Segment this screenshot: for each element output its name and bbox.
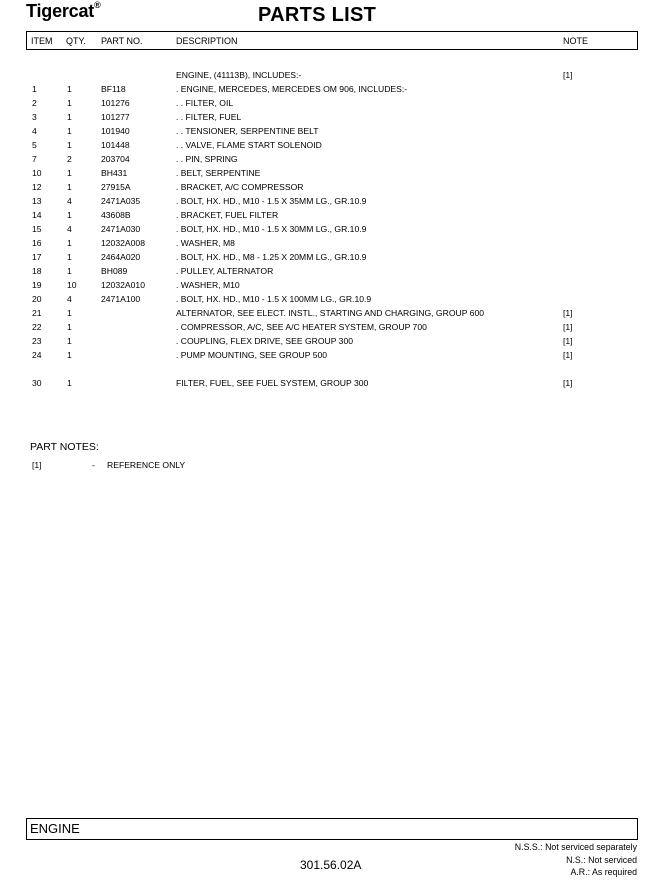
row-part-no: 101277 (101, 112, 130, 122)
row-item: 17 (32, 252, 42, 262)
row-qty: 1 (67, 336, 72, 346)
row-qty: 4 (67, 224, 72, 234)
header-qty: QTY. (66, 36, 86, 46)
row-description: . BRACKET, A/C COMPRESSOR (176, 182, 304, 192)
row-item: 18 (32, 266, 42, 276)
header-part-no: PART NO. (101, 36, 143, 46)
row-item: 3 (32, 112, 37, 122)
brand-logo (26, 1, 101, 22)
row-description: . . TENSIONER, SERPENTINE BELT (176, 126, 319, 136)
row-part-no: 2471A100 (101, 294, 141, 304)
row-note: [1] (563, 70, 573, 80)
row-part-no: 2471A030 (101, 224, 141, 234)
header-description: DESCRIPTION (176, 36, 238, 46)
row-description: . BELT, SERPENTINE (176, 168, 261, 178)
row-item: 24 (32, 350, 42, 360)
row-item: 1 (32, 84, 37, 94)
row-description: . BOLT, HX. HD., M10 - 1.5 X 100MM LG., GR.10.9 (176, 294, 372, 304)
row-description: . ENGINE, MERCEDES, MERCEDES OM 906, INCLUDES:- (176, 84, 408, 94)
row-description: . BOLT, HX. HD., M10 - 1.5 X 30MM LG., GR.10.9 (176, 224, 367, 234)
row-item: 15 (32, 224, 42, 234)
row-qty: 1 (67, 126, 72, 136)
row-part-no: 43608B (101, 210, 131, 220)
row-description: ALTERNATOR, SEE ELECT. INSTL., STARTING AND CHARGING, GROUP 600 (176, 308, 485, 318)
row-item: 10 (32, 168, 42, 178)
legend-ar: A.R.: As required (570, 867, 637, 877)
row-description: ENGINE, (41113B), INCLUDES:- (176, 70, 302, 80)
row-part-no: BH089 (101, 266, 128, 276)
row-item: 30 (32, 378, 42, 388)
row-description: . WASHER, M10 (176, 280, 240, 290)
section-label: ENGINE (30, 821, 80, 836)
note-ref: [1] (32, 460, 42, 470)
row-description: . BOLT, HX. HD., M8 - 1.25 X 20MM LG., GR.10.9 (176, 252, 367, 262)
row-description: . COUPLING, FLEX DRIVE, SEE GROUP 300 (176, 336, 354, 346)
row-qty: 1 (67, 210, 72, 220)
row-item: 20 (32, 294, 42, 304)
row-note: [1] (563, 378, 573, 388)
row-qty: 4 (67, 294, 72, 304)
row-qty: 1 (67, 308, 72, 318)
row-qty: 1 (67, 112, 72, 122)
row-item: 22 (32, 322, 42, 332)
row-part-no: 101276 (101, 98, 130, 108)
row-qty: 1 (67, 266, 72, 276)
row-qty: 2 (67, 154, 72, 164)
row-qty: 1 (67, 182, 72, 192)
row-qty: 1 (67, 140, 72, 150)
row-description: . PUMP MOUNTING, SEE GROUP 500 (176, 350, 328, 360)
row-item: 2 (32, 98, 37, 108)
row-part-no: BH431 (101, 168, 128, 178)
row-note: [1] (563, 322, 573, 332)
row-qty: 1 (67, 168, 72, 178)
legend-nss: N.S.S.: Not serviced separately (514, 842, 637, 852)
row-description: . COMPRESSOR, A/C, SEE A/C HEATER SYSTEM, GROUP 700 (176, 322, 427, 332)
row-note: [1] (563, 336, 573, 346)
document-number: 301.56.02A (300, 858, 362, 872)
row-description: . PULLEY, ALTERNATOR (176, 266, 274, 276)
row-qty: 1 (67, 378, 72, 388)
legend-ns: N.S.: Not serviced (566, 854, 637, 865)
header-item: ITEM (31, 36, 53, 46)
section-footer (26, 818, 638, 840)
note-dash: - (92, 460, 95, 470)
row-qty: 1 (67, 84, 72, 94)
row-item: 7 (32, 154, 37, 164)
row-description: . BRACKET, FUEL FILTER (176, 210, 279, 220)
registered-mark: ® (94, 0, 101, 10)
row-description: . BOLT, HX. HD., M10 - 1.5 X 35MM LG., GR.10.9 (176, 196, 367, 206)
row-note: [1] (563, 350, 573, 360)
row-item: 12 (32, 182, 42, 192)
part-notes-title: PART NOTES: (30, 441, 99, 453)
row-part-no: BF118 (101, 84, 126, 94)
row-part-no: 203704 (101, 154, 130, 164)
abbreviation-legend (515, 841, 637, 879)
row-item: 19 (32, 280, 42, 290)
row-item: 23 (32, 336, 42, 346)
row-part-no: 12032A008 (101, 238, 145, 248)
row-description: . WASHER, M8 (176, 238, 235, 248)
row-part-no: 2471A035 (101, 196, 141, 206)
row-item: 4 (32, 126, 37, 136)
row-description: . . VALVE, FLAME START SOLENOID (176, 140, 322, 150)
brand-name: Tigercat (26, 1, 95, 21)
row-item: 16 (32, 238, 42, 248)
row-qty: 1 (67, 252, 72, 262)
row-qty: 1 (67, 238, 72, 248)
row-description: FILTER, FUEL, SEE FUEL SYSTEM, GROUP 300 (176, 378, 369, 388)
row-qty: 4 (67, 196, 72, 206)
row-item: 21 (32, 308, 42, 318)
row-description: . . FILTER, OIL (176, 98, 234, 108)
row-part-no: 12032A010 (101, 280, 145, 290)
row-qty: 10 (67, 280, 77, 290)
row-description: . . PIN, SPRING (176, 154, 238, 164)
row-part-no: 2464A020 (101, 252, 141, 262)
row-item: 13 (32, 196, 42, 206)
row-description: . . FILTER, FUEL (176, 112, 242, 122)
row-item: 14 (32, 210, 42, 220)
note-text: REFERENCE ONLY (107, 460, 186, 470)
page-title: PARTS LIST (258, 4, 377, 26)
row-item: 5 (32, 140, 37, 150)
row-part-no: 27915A (101, 182, 131, 192)
row-part-no: 101448 (101, 140, 130, 150)
row-part-no: 101940 (101, 126, 130, 136)
header-note: NOTE (563, 36, 589, 46)
row-qty: 1 (67, 322, 72, 332)
row-qty: 1 (67, 98, 72, 108)
row-note: [1] (563, 308, 573, 318)
row-qty: 1 (67, 350, 72, 360)
